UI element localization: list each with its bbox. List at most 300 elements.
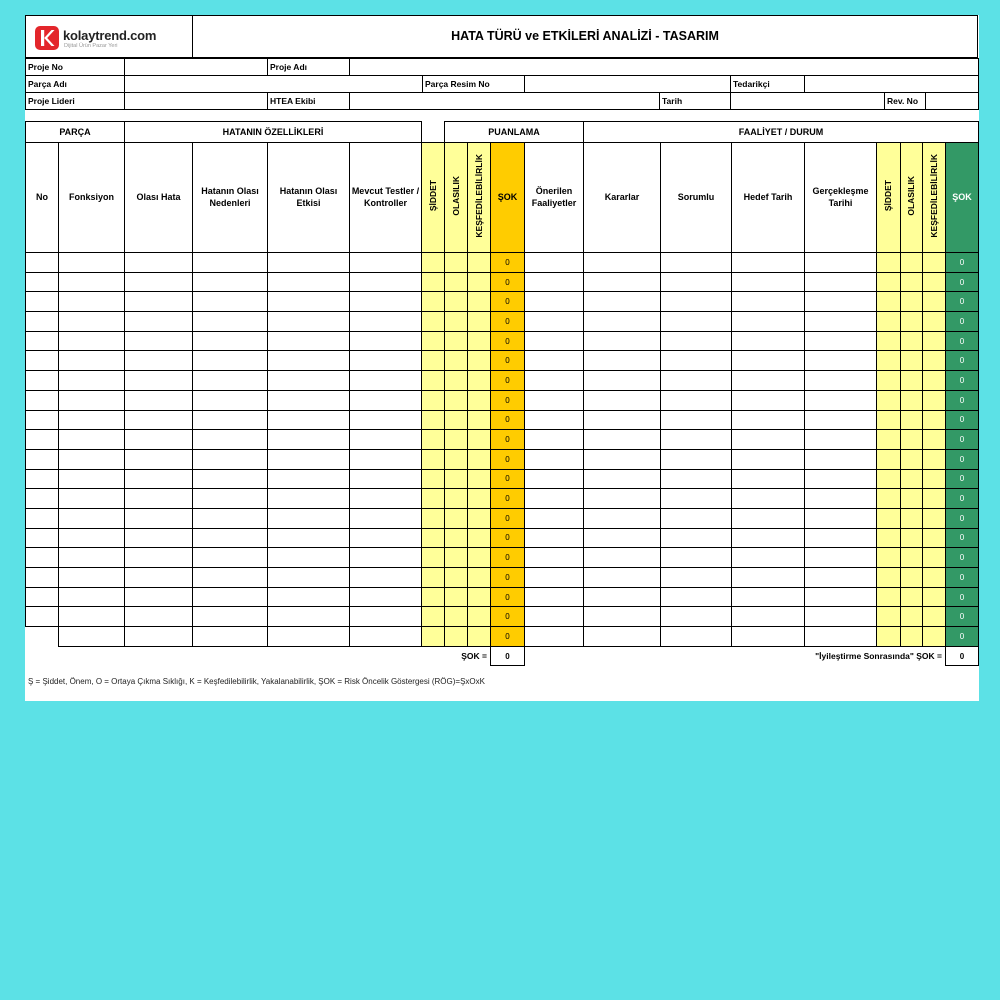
sok-cell[interactable]: 0 — [491, 607, 525, 627]
table-cell[interactable] — [732, 548, 805, 568]
table-cell[interactable] — [125, 390, 193, 410]
table-cell[interactable] — [468, 390, 491, 410]
table-cell[interactable] — [125, 607, 193, 627]
table-cell[interactable] — [193, 253, 268, 273]
sok-after-cell[interactable]: 0 — [946, 469, 979, 489]
table-cell[interactable] — [901, 508, 923, 528]
table-cell[interactable] — [525, 469, 584, 489]
table-cell[interactable] — [125, 430, 193, 450]
table-cell[interactable] — [584, 351, 661, 371]
table-cell[interactable] — [877, 371, 901, 391]
sok-cell[interactable]: 0 — [491, 371, 525, 391]
sok-after-cell[interactable]: 0 — [946, 351, 979, 371]
table-cell[interactable] — [525, 627, 584, 647]
sok-after-cell[interactable]: 0 — [946, 528, 979, 548]
table-cell[interactable] — [584, 390, 661, 410]
table-cell[interactable] — [193, 489, 268, 509]
table-cell[interactable] — [901, 331, 923, 351]
table-cell[interactable] — [445, 489, 468, 509]
table-cell[interactable] — [923, 548, 946, 568]
table-cell[interactable] — [193, 292, 268, 312]
table-cell[interactable] — [923, 587, 946, 607]
table-cell[interactable] — [59, 371, 125, 391]
table-cell[interactable] — [422, 587, 445, 607]
table-cell[interactable] — [193, 390, 268, 410]
table-cell[interactable] — [422, 528, 445, 548]
table-cell[interactable] — [125, 469, 193, 489]
table-cell[interactable] — [193, 351, 268, 371]
table-cell[interactable] — [193, 508, 268, 528]
table-cell[interactable] — [732, 607, 805, 627]
table-cell[interactable] — [468, 568, 491, 588]
table-cell[interactable] — [268, 449, 350, 469]
sok-after-cell[interactable]: 0 — [946, 410, 979, 430]
table-cell[interactable] — [584, 528, 661, 548]
table-cell[interactable] — [59, 607, 125, 627]
table-cell[interactable] — [422, 253, 445, 273]
table-cell[interactable] — [732, 587, 805, 607]
table-cell[interactable] — [268, 489, 350, 509]
table-cell[interactable] — [193, 548, 268, 568]
table-cell[interactable] — [350, 292, 422, 312]
table-cell[interactable] — [661, 449, 732, 469]
table-cell[interactable] — [525, 548, 584, 568]
table-cell[interactable] — [901, 430, 923, 450]
table-cell[interactable] — [193, 312, 268, 332]
table-cell[interactable] — [59, 449, 125, 469]
table-cell[interactable] — [732, 627, 805, 647]
table-cell[interactable] — [584, 548, 661, 568]
table-cell[interactable] — [125, 253, 193, 273]
table-cell[interactable] — [193, 410, 268, 430]
table-cell[interactable] — [525, 371, 584, 391]
sok-after-cell[interactable]: 0 — [946, 508, 979, 528]
table-cell[interactable] — [525, 331, 584, 351]
table-cell[interactable] — [468, 508, 491, 528]
table-cell[interactable] — [268, 430, 350, 450]
table-cell[interactable] — [877, 587, 901, 607]
table-cell[interactable] — [468, 253, 491, 273]
table-cell[interactable] — [805, 292, 877, 312]
table-cell[interactable] — [805, 587, 877, 607]
table-cell[interactable] — [732, 528, 805, 548]
table-cell[interactable] — [350, 528, 422, 548]
table-cell[interactable] — [805, 410, 877, 430]
table-cell[interactable] — [732, 469, 805, 489]
table-cell[interactable] — [445, 410, 468, 430]
sok-cell[interactable]: 0 — [491, 272, 525, 292]
table-cell[interactable] — [468, 469, 491, 489]
table-cell[interactable] — [877, 607, 901, 627]
table-cell[interactable] — [125, 627, 193, 647]
sok-after-cell[interactable]: 0 — [946, 292, 979, 312]
table-cell[interactable] — [125, 548, 193, 568]
table-cell[interactable] — [422, 312, 445, 332]
table-cell[interactable] — [877, 390, 901, 410]
table-cell[interactable] — [468, 449, 491, 469]
sok-after-cell[interactable]: 0 — [946, 390, 979, 410]
table-cell[interactable] — [445, 469, 468, 489]
table-cell[interactable] — [584, 312, 661, 332]
table-cell[interactable] — [584, 272, 661, 292]
table-cell[interactable] — [26, 272, 59, 292]
table-cell[interactable] — [193, 469, 268, 489]
sok-cell[interactable]: 0 — [491, 548, 525, 568]
table-cell[interactable] — [445, 607, 468, 627]
table-cell[interactable] — [445, 351, 468, 371]
table-cell[interactable] — [805, 430, 877, 450]
table-cell[interactable] — [525, 410, 584, 430]
sok-after-cell[interactable]: 0 — [946, 489, 979, 509]
table-cell[interactable] — [59, 587, 125, 607]
table-cell[interactable] — [422, 292, 445, 312]
table-cell[interactable] — [125, 312, 193, 332]
sok-cell[interactable]: 0 — [491, 410, 525, 430]
table-cell[interactable] — [805, 272, 877, 292]
table-cell[interactable] — [901, 627, 923, 647]
table-cell[interactable] — [193, 568, 268, 588]
table-cell[interactable] — [661, 292, 732, 312]
table-cell[interactable] — [350, 371, 422, 391]
table-cell[interactable] — [26, 568, 59, 588]
table-cell[interactable] — [445, 548, 468, 568]
table-cell[interactable] — [901, 390, 923, 410]
table-cell[interactable] — [923, 508, 946, 528]
table-cell[interactable] — [732, 253, 805, 273]
table-cell[interactable] — [877, 253, 901, 273]
table-cell[interactable] — [661, 587, 732, 607]
table-cell[interactable] — [193, 449, 268, 469]
table-cell[interactable] — [661, 272, 732, 292]
table-cell[interactable] — [805, 528, 877, 548]
sok-cell[interactable]: 0 — [491, 253, 525, 273]
table-cell[interactable] — [59, 489, 125, 509]
sok-cell[interactable]: 0 — [491, 469, 525, 489]
table-cell[interactable] — [923, 430, 946, 450]
table-cell[interactable] — [901, 528, 923, 548]
rev-no-value[interactable] — [926, 93, 979, 110]
htea-ekibi-value[interactable] — [350, 93, 660, 110]
table-cell[interactable] — [125, 331, 193, 351]
sok-cell[interactable]: 0 — [491, 508, 525, 528]
table-cell[interactable] — [584, 489, 661, 509]
table-cell[interactable] — [26, 331, 59, 351]
table-cell[interactable] — [877, 410, 901, 430]
proje-lideri-value[interactable] — [125, 93, 268, 110]
table-cell[interactable] — [422, 627, 445, 647]
table-cell[interactable] — [805, 449, 877, 469]
table-cell[interactable] — [661, 469, 732, 489]
table-cell[interactable] — [26, 627, 59, 647]
table-cell[interactable] — [422, 272, 445, 292]
table-cell[interactable] — [901, 292, 923, 312]
sok-after-cell[interactable]: 0 — [946, 272, 979, 292]
table-cell[interactable] — [923, 292, 946, 312]
table-cell[interactable] — [923, 312, 946, 332]
table-cell[interactable] — [661, 253, 732, 273]
table-cell[interactable] — [805, 568, 877, 588]
table-cell[interactable] — [901, 607, 923, 627]
table-cell[interactable] — [468, 312, 491, 332]
table-cell[interactable] — [525, 312, 584, 332]
sok-cell[interactable]: 0 — [491, 568, 525, 588]
table-cell[interactable] — [125, 528, 193, 548]
table-cell[interactable] — [923, 390, 946, 410]
table-cell[interactable] — [59, 331, 125, 351]
table-cell[interactable] — [350, 548, 422, 568]
table-cell[interactable] — [584, 331, 661, 351]
table-cell[interactable] — [26, 312, 59, 332]
table-cell[interactable] — [268, 351, 350, 371]
table-cell[interactable] — [125, 587, 193, 607]
table-cell[interactable] — [268, 390, 350, 410]
table-cell[interactable] — [877, 528, 901, 548]
table-cell[interactable] — [923, 489, 946, 509]
table-cell[interactable] — [805, 351, 877, 371]
table-cell[interactable] — [732, 508, 805, 528]
table-cell[interactable] — [350, 312, 422, 332]
table-cell[interactable] — [268, 371, 350, 391]
table-cell[interactable] — [26, 548, 59, 568]
table-cell[interactable] — [59, 528, 125, 548]
table-cell[interactable] — [26, 292, 59, 312]
table-cell[interactable] — [422, 607, 445, 627]
table-cell[interactable] — [805, 371, 877, 391]
table-cell[interactable] — [923, 607, 946, 627]
tarih-value[interactable] — [731, 93, 885, 110]
table-cell[interactable] — [732, 449, 805, 469]
sok-after-cell[interactable]: 0 — [946, 371, 979, 391]
table-cell[interactable] — [445, 331, 468, 351]
table-cell[interactable] — [26, 469, 59, 489]
table-cell[interactable] — [923, 469, 946, 489]
table-cell[interactable] — [350, 272, 422, 292]
table-cell[interactable] — [732, 331, 805, 351]
table-cell[interactable] — [468, 528, 491, 548]
table-cell[interactable] — [445, 253, 468, 273]
table-cell[interactable] — [661, 508, 732, 528]
sok-cell[interactable]: 0 — [491, 449, 525, 469]
table-cell[interactable] — [193, 331, 268, 351]
table-cell[interactable] — [525, 568, 584, 588]
sok-after-cell[interactable]: 0 — [946, 253, 979, 273]
sok-cell[interactable]: 0 — [491, 489, 525, 509]
table-cell[interactable] — [468, 371, 491, 391]
table-cell[interactable] — [525, 272, 584, 292]
table-cell[interactable] — [732, 272, 805, 292]
table-cell[interactable] — [422, 371, 445, 391]
table-cell[interactable] — [350, 568, 422, 588]
table-cell[interactable] — [661, 627, 732, 647]
table-cell[interactable] — [525, 253, 584, 273]
table-cell[interactable] — [584, 627, 661, 647]
table-cell[interactable] — [525, 587, 584, 607]
table-cell[interactable] — [26, 449, 59, 469]
table-cell[interactable] — [422, 351, 445, 371]
sok-after-cell[interactable]: 0 — [946, 607, 979, 627]
table-cell[interactable] — [805, 489, 877, 509]
sok-after-cell[interactable]: 0 — [946, 430, 979, 450]
sok-cell[interactable]: 0 — [491, 528, 525, 548]
table-cell[interactable] — [877, 351, 901, 371]
table-cell[interactable] — [26, 508, 59, 528]
table-cell[interactable] — [268, 331, 350, 351]
table-cell[interactable] — [422, 390, 445, 410]
sok-after-cell[interactable]: 0 — [946, 331, 979, 351]
table-cell[interactable] — [901, 548, 923, 568]
table-cell[interactable] — [445, 312, 468, 332]
table-cell[interactable] — [268, 568, 350, 588]
sok-after-cell[interactable]: 0 — [946, 627, 979, 647]
table-cell[interactable] — [468, 627, 491, 647]
table-cell[interactable] — [901, 253, 923, 273]
table-cell[interactable] — [525, 390, 584, 410]
table-cell[interactable] — [525, 489, 584, 509]
table-cell[interactable] — [350, 508, 422, 528]
table-cell[interactable] — [877, 272, 901, 292]
table-cell[interactable] — [732, 371, 805, 391]
table-cell[interactable] — [422, 508, 445, 528]
table-cell[interactable] — [445, 371, 468, 391]
sok-cell[interactable]: 0 — [491, 351, 525, 371]
table-cell[interactable] — [59, 430, 125, 450]
table-cell[interactable] — [525, 607, 584, 627]
table-cell[interactable] — [525, 528, 584, 548]
proje-no-value[interactable] — [125, 59, 268, 76]
table-cell[interactable] — [468, 351, 491, 371]
table-cell[interactable] — [923, 253, 946, 273]
table-cell[interactable] — [445, 528, 468, 548]
table-cell[interactable] — [59, 390, 125, 410]
table-cell[interactable] — [584, 410, 661, 430]
table-cell[interactable] — [26, 351, 59, 371]
table-cell[interactable] — [125, 410, 193, 430]
table-cell[interactable] — [268, 292, 350, 312]
table-cell[interactable] — [125, 449, 193, 469]
table-cell[interactable] — [268, 272, 350, 292]
table-cell[interactable] — [877, 548, 901, 568]
table-cell[interactable] — [901, 587, 923, 607]
table-cell[interactable] — [445, 390, 468, 410]
table-cell[interactable] — [923, 272, 946, 292]
table-cell[interactable] — [445, 587, 468, 607]
table-cell[interactable] — [468, 331, 491, 351]
table-cell[interactable] — [805, 469, 877, 489]
table-cell[interactable] — [805, 548, 877, 568]
table-cell[interactable] — [901, 272, 923, 292]
table-cell[interactable] — [350, 489, 422, 509]
table-cell[interactable] — [584, 449, 661, 469]
table-cell[interactable] — [805, 607, 877, 627]
table-cell[interactable] — [877, 430, 901, 450]
tedarikci-value[interactable] — [805, 76, 979, 93]
table-cell[interactable] — [584, 587, 661, 607]
sok-after-cell[interactable]: 0 — [946, 548, 979, 568]
table-cell[interactable] — [193, 528, 268, 548]
table-cell[interactable] — [445, 292, 468, 312]
table-cell[interactable] — [26, 528, 59, 548]
table-cell[interactable] — [26, 607, 59, 627]
table-cell[interactable] — [805, 627, 877, 647]
table-cell[interactable] — [901, 312, 923, 332]
table-cell[interactable] — [805, 253, 877, 273]
table-cell[interactable] — [468, 489, 491, 509]
table-cell[interactable] — [901, 568, 923, 588]
table-cell[interactable] — [125, 351, 193, 371]
table-cell[interactable] — [268, 627, 350, 647]
table-cell[interactable] — [525, 292, 584, 312]
table-cell[interactable] — [661, 390, 732, 410]
table-cell[interactable] — [732, 390, 805, 410]
table-cell[interactable] — [468, 607, 491, 627]
table-cell[interactable] — [422, 331, 445, 351]
parca-adi-value[interactable] — [125, 76, 423, 93]
table-cell[interactable] — [468, 587, 491, 607]
table-cell[interactable] — [877, 469, 901, 489]
sok-cell[interactable]: 0 — [491, 430, 525, 450]
table-cell[interactable] — [445, 508, 468, 528]
proje-adi-value[interactable] — [350, 59, 979, 76]
table-cell[interactable] — [661, 528, 732, 548]
sok-cell[interactable]: 0 — [491, 587, 525, 607]
table-cell[interactable] — [877, 312, 901, 332]
table-cell[interactable] — [422, 489, 445, 509]
table-cell[interactable] — [732, 351, 805, 371]
table-cell[interactable] — [923, 371, 946, 391]
table-cell[interactable] — [193, 272, 268, 292]
table-cell[interactable] — [268, 253, 350, 273]
table-cell[interactable] — [193, 430, 268, 450]
table-cell[interactable] — [584, 253, 661, 273]
table-cell[interactable] — [59, 568, 125, 588]
table-cell[interactable] — [468, 410, 491, 430]
table-cell[interactable] — [901, 489, 923, 509]
table-cell[interactable] — [468, 292, 491, 312]
table-cell[interactable] — [805, 312, 877, 332]
table-cell[interactable] — [923, 351, 946, 371]
table-cell[interactable] — [59, 253, 125, 273]
table-cell[interactable] — [125, 371, 193, 391]
table-cell[interactable] — [59, 469, 125, 489]
table-cell[interactable] — [732, 312, 805, 332]
table-cell[interactable] — [661, 371, 732, 391]
table-cell[interactable] — [59, 292, 125, 312]
table-cell[interactable] — [661, 331, 732, 351]
table-cell[interactable] — [125, 568, 193, 588]
table-cell[interactable] — [268, 607, 350, 627]
table-cell[interactable] — [805, 390, 877, 410]
table-cell[interactable] — [732, 410, 805, 430]
table-cell[interactable] — [59, 508, 125, 528]
sok-cell[interactable]: 0 — [491, 312, 525, 332]
table-cell[interactable] — [525, 449, 584, 469]
table-cell[interactable] — [268, 410, 350, 430]
table-cell[interactable] — [59, 351, 125, 371]
table-cell[interactable] — [584, 607, 661, 627]
table-cell[interactable] — [805, 331, 877, 351]
table-cell[interactable] — [877, 331, 901, 351]
table-cell[interactable] — [268, 508, 350, 528]
table-cell[interactable] — [268, 312, 350, 332]
table-cell[interactable] — [923, 449, 946, 469]
table-cell[interactable] — [268, 548, 350, 568]
table-cell[interactable] — [923, 528, 946, 548]
table-cell[interactable] — [923, 568, 946, 588]
table-cell[interactable] — [468, 430, 491, 450]
sok-cell[interactable]: 0 — [491, 331, 525, 351]
table-cell[interactable] — [350, 469, 422, 489]
table-cell[interactable] — [584, 508, 661, 528]
